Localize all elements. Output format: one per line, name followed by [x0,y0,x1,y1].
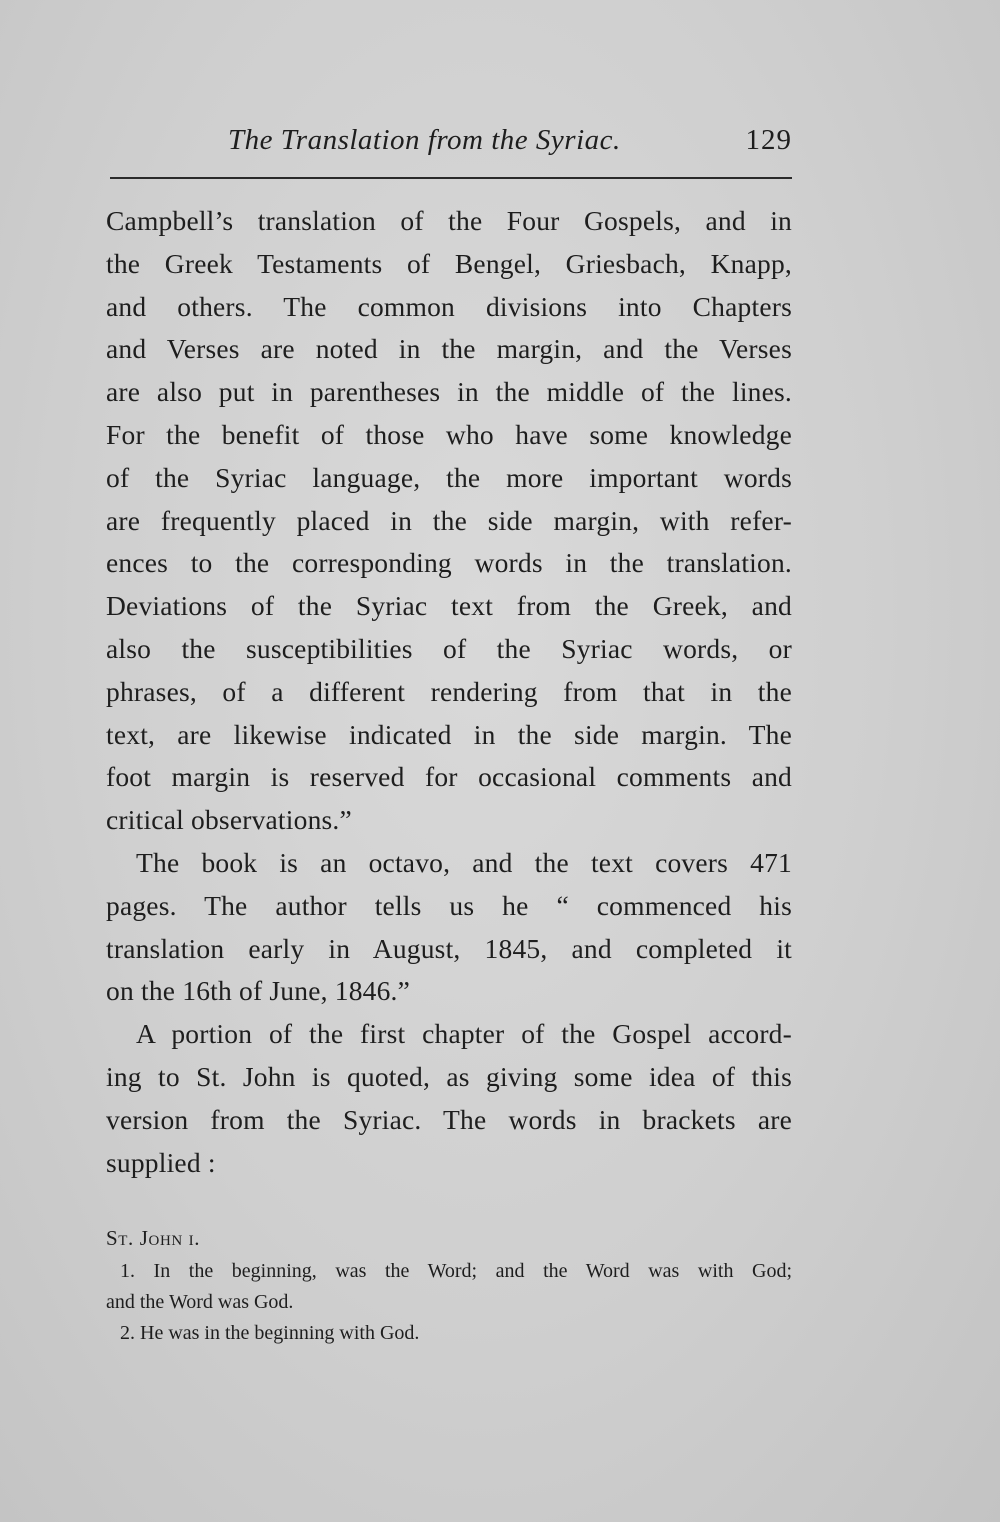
extract-heading: St. John i. [106,1226,201,1250]
running-title: The Translation from the Syriac. [228,124,621,156]
page-number: 129 [745,124,792,156]
text-line: translation early in August, 1845, and completed it [106,932,792,964]
text-line: also the susceptibilities of the Syriac words, or [106,632,792,664]
paragraph-3 [106,1013,792,1184]
running-head [110,124,792,164]
verse-line: 1. In the beginning, was the Word; and the Word was with God; [120,1260,792,1282]
paragraph-1 [106,200,792,842]
text-line: of the Syriac language, the more important words [106,461,792,493]
text-line: For the benefit of those who have some knowledge [106,418,792,450]
verse-line: and the Word was God. [106,1291,294,1313]
text-line: on the 16th of June, 1846.” [106,975,411,1007]
text-line: supplied : [106,1146,216,1178]
header-rule [110,177,792,179]
text-line: Campbell’s translation of the Four Gospels, and in [106,205,792,236]
verse-2 [106,1318,792,1349]
text-line: the Greek Testaments of Bengel, Griesbach, Knapp, [106,247,792,279]
text-line: are also put in parentheses in the middle of the lines. [106,376,792,408]
text-line: ing to St. John is quoted, as giving some idea of this [106,1060,792,1092]
text-line: text, are likewise indicated in the side margin. The [106,718,792,750]
verse-1 [106,1256,792,1318]
paragraph-2 [106,842,792,1013]
text-line: version from the Syriac. The words in brackets are [106,1103,792,1135]
text-line: ences to the corresponding words in the translation. [106,547,792,579]
text-line: are frequently placed in the side margin, with refer- [106,504,792,536]
text-line: phrases, of a different rendering from that in the [106,675,792,707]
text-line: and Verses are noted in the margin, and the Verses [106,333,792,365]
text-line: pages. The author tells us he “ commenced his [106,889,792,921]
text-line: and others. The common divisions into Chapters [106,290,792,322]
text-line: The book is an octavo, and the text covers 471 [136,846,792,878]
verse-line: 2. He was in the beginning with God. [120,1322,420,1344]
text-line: A portion of the first chapter of the Gospel accord- [136,1018,792,1050]
body-text [106,200,792,1184]
text-line: Deviations of the Syriac text from the Greek, and [106,590,792,622]
text-line: critical observations.” [106,804,352,836]
scripture-extract [106,1220,792,1349]
text-line: foot margin is reserved for occasional comments and [106,761,792,793]
